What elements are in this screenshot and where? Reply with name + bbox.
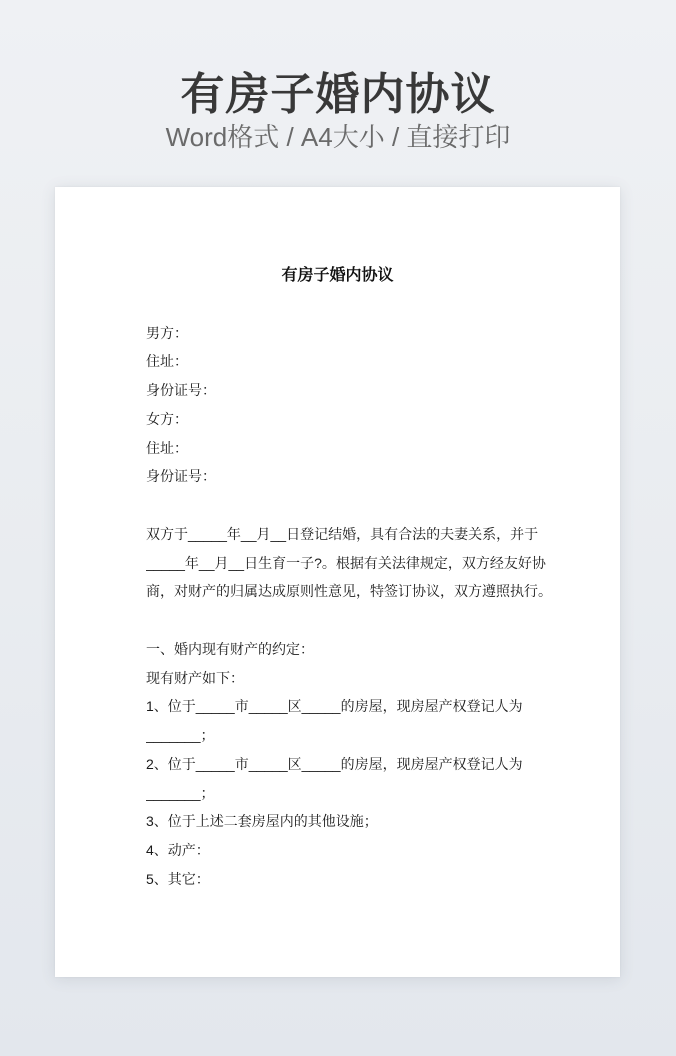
document-body: [146, 319, 586, 894]
section-line: 现有财产如下：: [146, 669, 244, 686]
paragraph-line: _____年__月__日生育一子?。根据有关法律规定，双方经友好协: [146, 554, 546, 571]
section-line: 2、位于_____市_____区_____的房屋，现房屋产权登记人为: [146, 755, 523, 772]
section-line: _______；: [146, 727, 215, 744]
party-line-male: 男方：: [146, 324, 188, 341]
intro-paragraph: [146, 520, 586, 606]
party-line-male-id: 身份证号：: [146, 382, 216, 399]
section-line: 1、位于_____市_____区_____的房屋，现房屋产权登记人为: [146, 698, 523, 715]
paragraph-line: 双方于_____年__月__日登记结婚，具有合法的夫妻关系，并于: [146, 525, 539, 542]
document-title: 有房子婚内协议: [281, 267, 394, 284]
party-line-female-address: 住址：: [146, 439, 188, 456]
section-line: 4、动产：: [146, 842, 210, 859]
section-line: _______；: [146, 784, 215, 801]
section-line: 3、位于上述二套房屋内的其他设施；: [146, 813, 378, 830]
section-line: 5、其它：: [146, 870, 210, 887]
hero-title: 有房子婚内协议: [180, 70, 496, 119]
section-assets: [146, 635, 586, 894]
document-preview: [55, 187, 620, 977]
paragraph-line: 商，对财产的归属达成原则性意见，特签订协议，双方遵照执行。: [146, 583, 552, 600]
hero-subtitle: Word格式 / A4大小 / 直接打印: [165, 122, 511, 152]
party-info: [146, 319, 586, 492]
party-line-male-address: 住址：: [146, 353, 188, 370]
party-line-female: 女方：: [146, 410, 188, 427]
party-line-female-id: 身份证号：: [146, 468, 216, 485]
section-heading: 一、婚内现有财产的约定：: [146, 640, 314, 657]
